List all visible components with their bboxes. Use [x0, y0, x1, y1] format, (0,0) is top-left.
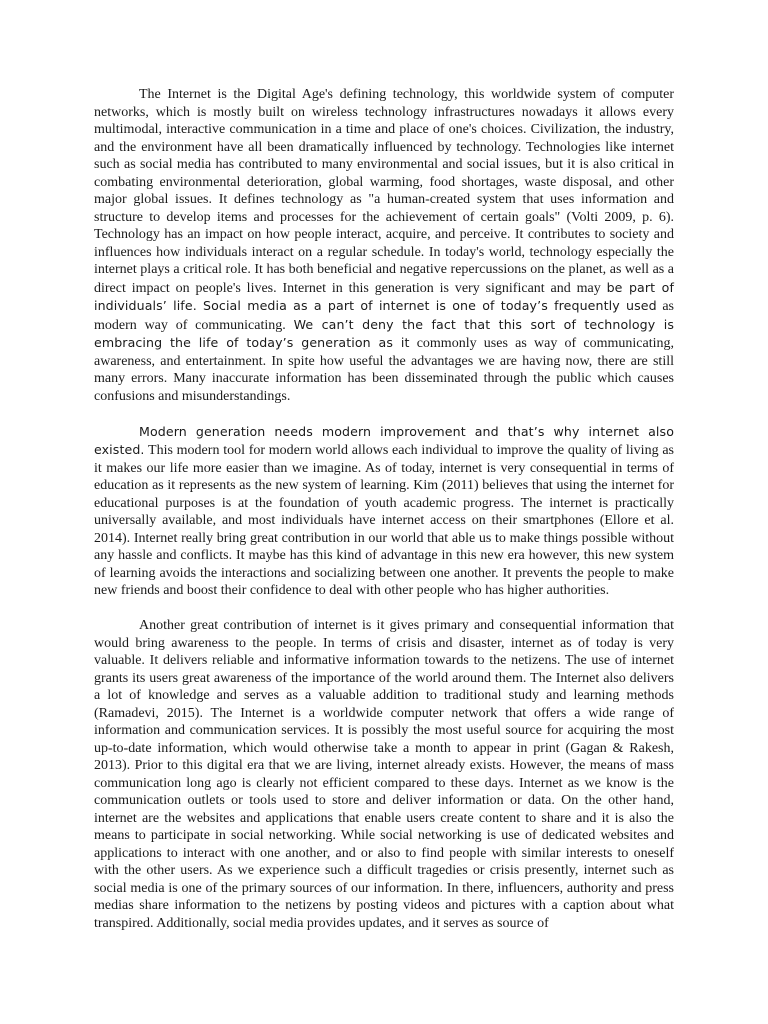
paragraph-text: Another great contribution of internet is it gives primary and consequential information that would bring awareness to the people. In terms of crisis and disaster, internet as of today is very valuable. It delivers reliable and informative information towards to the netizens. The use of internet grants its users great awareness of the importance of the world around them. The Internet also delivers a lot of knowledge and serves as a valuable addition to traditional study and learning methods (Ramadevi, 2015). The Internet is a worldwide computer network that offers a wide range of information and communication services. It is possibly the most useful source for acquiring the most up-to-date information, which would otherwise take a month to appear in print (Gagan & Rakesh, 2013). Prior to this digital era that we are living, internet already exists. However, the means of mass communication long ago is clearly not efficient compared to these days. Internet as we know is the communication outlets or tools used to store and deliver information or data. On the other hand, internet are the websites and applications that enable users create content to share and it is also the means to participate in social networking. While social networking is use of dedicated websites and applications to interact with one another, and or also to find people with similar interests to oneself with the other users. As we experience such a difficult tragedies or crisis presently, internet such as social media is one of the primary sources of our information. In there, influencers, authority and press medias share information to the netizens by posting videos and pictures with a caption about what transpired. Additionally, social media provides updates, and it serves as source of: [94, 618, 674, 931]
paragraph-great-contribution: [94, 617, 674, 932]
paragraph-text: as modern way of communicating.: [94, 299, 674, 333]
paragraph-text: Modern generation needs modern improvement and that’s why internet also existed.: [94, 423, 674, 457]
paragraph-text: This modern tool for modern world allows each individual to improve the quality of living as it makes our life more easier than we imagine. As of today, internet is very consequential in terms of education as it represents as the new system of learning. Kim (2011) believes that using the internet for educational purposes is at the foundation of youth academic progress. The internet is practically universally available, and most individuals have internet access on their smartphones (Ellore et al. 2014). Internet really bring great contribution in our world that able us to make things possible without any hassle and conflicts. It maybe has this kind of advantage in this new era however, this new system of learning avoids the interactions and socializing between one another. It prevents the people to make new friends and boost their confidence to deal with other people who has higher authorities.: [94, 443, 674, 598]
paragraph-text: commonly uses as way of communicating, awareness, and entertainment. In spite how useful the advantages we are having now, there are still many errors. Many inaccurate information has been disseminated through the public which causes confusions and misunderstandings.: [94, 336, 674, 404]
paragraph-modern-generation: [94, 423, 674, 600]
paragraph-text: We can’t deny the fact that this sort of technology is embracing the life of today’s generation as it: [94, 316, 674, 350]
document-page: [94, 86, 674, 950]
paragraph-internet-defining-technology: [94, 86, 674, 405]
paragraph-text: be part of individuals’ life. Social media as a part of internet is one of today’s frequently used: [94, 279, 674, 313]
paragraph-text: The Internet is the Digital Age's defining technology, this worldwide system of computer networks, which is mostly built on wireless technology infrastructures nowadays it allows every multimodal, interactive communication in a time and place of one's choices. Civilization, the industry, and the environment have all been dramatically influenced by technology. Technologies like internet such as social media has contributed to many environmental and social issues, but it is also critical in combating environmental deterioration, global warming, food shortages, waste disposal, and other major global issues. It defines technology as "a human-created system that uses information and structure to develop items and processes for the achievement of certain goals" (Volti 2009, p. 6). Technology has an impact on how people interact, acquire, and perceive. It contributes to society and influences how individuals interact on a regular schedule. In today's world, technology especially the internet plays a critical role. It has both beneficial and negative repercussions on the planet, as well as a direct impact on people's lives. Internet in this generation is very significant and may: [94, 87, 674, 296]
